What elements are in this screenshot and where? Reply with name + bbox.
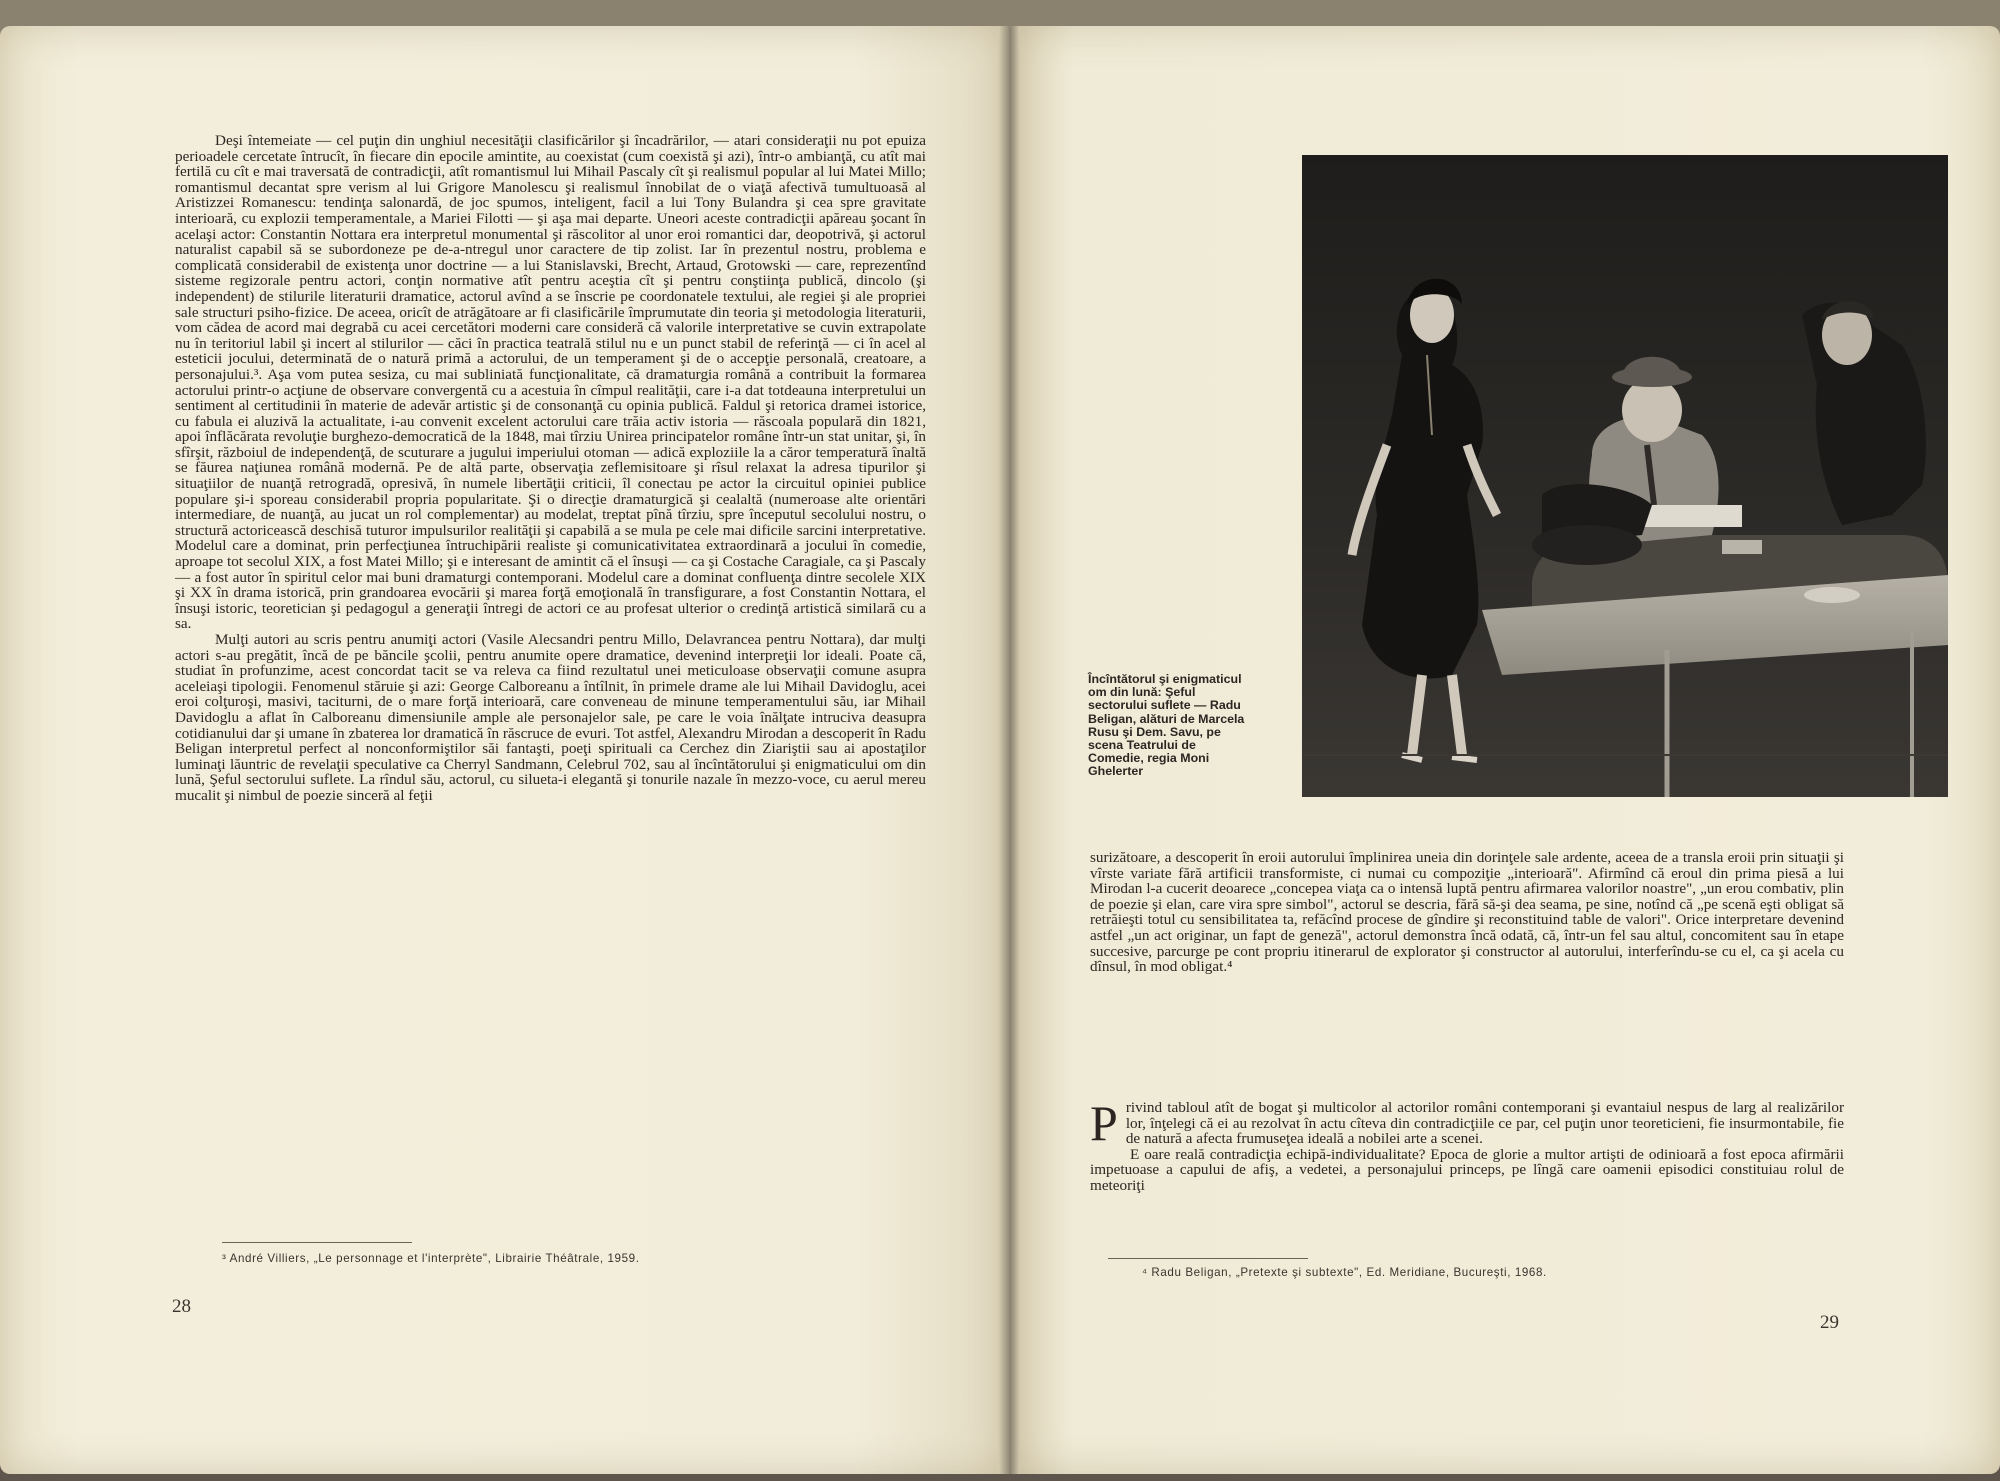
photo-caption: Încîntătorul şi enigmaticul om din lună: Şeful sectorului suflete — Radu Beligan, alături de Marcela Rusu şi Dem. Savu, pe scena Teatrului de Comedie, regia Moni Ghelerter bbox=[1088, 672, 1245, 779]
left-page-body bbox=[175, 133, 926, 804]
body-paragraph: surizătoare, a descoperit în eroii autorului împlinirea uneia din dorinţele sale ardente, aceea de a transla eroii prin situaţii şi vîrste variate fără artificii transformiste, ci numai cu compoziţie „interioară". Afirmînd că eroul din prima piesă a lui Mirodan l-a cucerit deoarece „concepea viaţa ca o intensă luptă pentru afirmarea valorilor noastre", „un erou combativ, plin de poezie şi elan, care vira spre simbol", actorul se descria, fără să-şi dea seama, pe sine, notînd că „pe scenă eşti obligat să retrăieşti totul cu sensibilitatea ta, refăcînd procese de gîndire şi reconstituind table de valori". Orice interpretare devenind astfel „un act originar, un fapt de geneză", actorul demonstra încă odată, că, într-un fel sau altul, concomitent sau în etape succesive, parcurge pe cont propriu itinerarul de explorator şi constructor al autorului, interferîndu-se cu el, ca şi acela cu dînsul, în mod obligat.⁴ bbox=[1090, 849, 1844, 976]
footnote: ³ André Villiers, „Le personnage et l'interprète", Librairie Théâtrale, 1959. bbox=[222, 1252, 640, 1265]
stage-photograph bbox=[1302, 155, 1948, 797]
footnote: ⁴ Radu Beligan, „Pretexte şi subtexte", Ed. Meridiane, Bucureşti, 1968. bbox=[1142, 1266, 1547, 1279]
page-number: 28 bbox=[172, 1296, 191, 1317]
body-paragraph: E oare reală contradicţia echipă-individualitate? Epoca de glorie a multor artişti de odinioară a fost epoca afirmării impetuoase a capului de afiş, a vedetei, a personajului princeps, pe lîngă care oamenii episodici constituiau rolul de meteoriţi bbox=[1090, 1145, 1844, 1194]
footnote-rule bbox=[222, 1242, 412, 1243]
footnote-rule bbox=[1108, 1258, 1308, 1259]
body-paragraph: Mulţi autori au scris pentru anumiţi actori (Vasile Alecsandri pentru Millo, Delavrancea pentru Nottara), dar mulţi actori s-au pregătit, încă de pe băncile şcolii, pentru anumite opere dramatice, devenind interpreţii lor ideali. Poate că, studiat în profunzime, acest concordat tacit se va releva ca fiind rezultatul unei meticuloase observaţii comune asupra aceleiaşi tipologii. Fenomenul stăruie şi azi: George Calboreanu a întîlnit, în primele drame ale lui Mihail Davidoglu, acei eroi colţuroşi, masivi, taciturni, de o mare forţă interioară, care conveneau de minune temperamentului său, iar Mihail Davidoglu a aflat în Calboreanu dimensiunile ample ale personajelor sale, pe care le voia înălţate intruciva deasupra cotidianului dar şi umane în zbaterea lor dramatică în răscruce de evuri. Tot astfel, Alexandru Mirodan a descoperit în Radu Beligan interpretul perfect al nonconformiştilor săi fantaşti, poeţi spirituali ca Cerchez din Ziariştii sau ai apostaţilor luminaţi lăuntric de revelaţii speculative ca Cherryl Sandmann, Celebrul 702, sau al încîntătorului şi enigmaticului om din lună, Şeful sectorului suflete. La rîndul său, actorul, cu silueta-i elegantă şi tonurile nazale în mezzo-voce, cu aerul mereu mucalit şi nimbul de poezie sinceră al feţii bbox=[175, 631, 926, 804]
right-page-body-top bbox=[1090, 850, 1844, 975]
page-number: 29 bbox=[1820, 1312, 1839, 1333]
right-page-body-bottom bbox=[1090, 1095, 1844, 1194]
drop-cap: P bbox=[1090, 1095, 1118, 1151]
book-gutter bbox=[998, 26, 1020, 1474]
body-paragraph: rivind tabloul atît de bogat şi multicolor al actorilor români contemporani şi evantaiul nespus de larg al realizărilor lor, înţelegi că ei au rezolvat în actu cîteva din contradicţiile ce par, cel puţin unor teoreticieni, fie insurmontabile, fie de natură a afecta frumuseţea ideală a nobilei arte a scenei. bbox=[1125, 1099, 1844, 1148]
body-paragraph: Deşi întemeiate — cel puţin din unghiul necesităţii clasificărilor şi încadrărilor, — atari consideraţii nu pot epuiza perioadele cercetate întrucît, în fiecare din epocile amintite, au coexistat (cum coexistă şi azi), într-o ambianţă, cu atît mai fertilă cu cît e mai traversată de contradicţii, atît romantismul lui Mihail Pascaly cît şi realismul popular al lui Matei Millo; romantismul decantat spre verism al lui Grigore Manolescu şi realismul înnobilat de o viaţă afectivă tumultuoasă al Aristizzei Romanescu: tendinţa salonardă, de joc spumos, inteligent, facil a lui Tony Bulandra şi cea spre gravitate interioară, cu explozii temperamentale, a Mariei Filotti — şi aşa mai departe. Uneori aceste contradicţii apăreau şocant în acelaşi actor: Constantin Nottara era interpretul monumental şi răscolitor al unor eroi romantici dar, deopotrivă, şi actorul naturalist capabil să se subordoneze pe de-a-ntregul unor caractere de tip zolist. Iar în prezentul nostru, problema e complicată considerabil de existenţa unor doctrine — a lui Stanislavski, Brecht, Artaud, Grotowski — care, reprezentînd sisteme regizorale pentru actori, conţin normative atît pentru aceştia cît şi pentru conştiinţa publică, dincolo (şi independent) de stilurile literaturii dramatice, actorul avînd a se înscrie pe coordonatele textului, ale regiei şi ale propriei sale structuri psiho-fizice. De aceea, oricît de atrăgătoare ar fi clasificările împrumutate din teoria şi metodologia literaturii, vom cădea de acord mai degrabă cu acei cercetători moderni care consideră că valorile interpretative se cuvin extrapolate nu în teritoriul labil şi incert al stilurilor — căci în practica teatrală stilul nu e un punct stabil de referinţă — ci în acel al esteticii jocului, determinată de o natură primă a actorului, de un temperament şi de o accepţie personală, creatoare, a personajului.³. Aşa vom putea sesiza, cu mai subliniată funcţionalitate, că dramaturgia română a contribuit la formarea actorului printr-o acţiune de observare convergentă cu a acestuia în cîmpul realităţii, care i-a dat totdeauna interpretului un sentiment al certitudinii în materie de adevăr artistic şi de consonanţă cu opinia publică. Faldul şi retorica dramei istorice, cu fabula ei aluzivă la actualitate, i-au convenit excelent actorului care trăia activ istoria — răscoala populară din 1821, apoi înflăcărata revoluţie burghezo-democratică de la 1848, mai tîrziu Unirea principatelor române într-un stat unitar, şi, în sfîrşit, războiul de independenţă, de scuturare a jugului imperiului otoman — adică exploziile la a căror temperatură înaltă se făurea naţiunea română modernă. Pe de altă parte, observaţia zeflemisitoare şi rîsul relaxat la adresa tipurilor şi situaţiilor de nuanţă retrogradă, opresivă, în numele libertăţii criticii, îl conectau pe actor la circuitul opiniei publice populare şi-i sporeau considerabil propria popularitate. Şi o direcţie dramaturgică şi cealaltă (numeroase alte orientări intermediare, de nuanţă, au jucat un rol complementar) au modelat, treptat pînă tîrziu, spre începutul secolului nostru, o structură actoricească deschisă tuturor impulsurilor realităţii şi capabilă a se mula pe cele mai dificile sarcini interpretative. Modelul care a dominat, prin perfecţiunea întruchipării realiste şi comunicativitatea extraordinară a jocului în comedie, aproape tot secolul XIX, a fost Matei Millo; şi e interesant de amintit că el însuşi — ca şi Costache Caragiale, ca şi Pascaly — a fost autor în spiritul celor mai buni dramaturgi contemporani. Modelul care a dominat confluenţa dintre secolele XIX şi XX în drama istorică, prin grandoarea evocării şi marea forţă emoţională în transfigurare, a fost Constantin Nottara, el însuşi istoric, teoretician şi pedagogul a generaţii întregi de actori ce au profesat ulterior o credinţă artistică similară cu a sa. bbox=[175, 132, 926, 633]
